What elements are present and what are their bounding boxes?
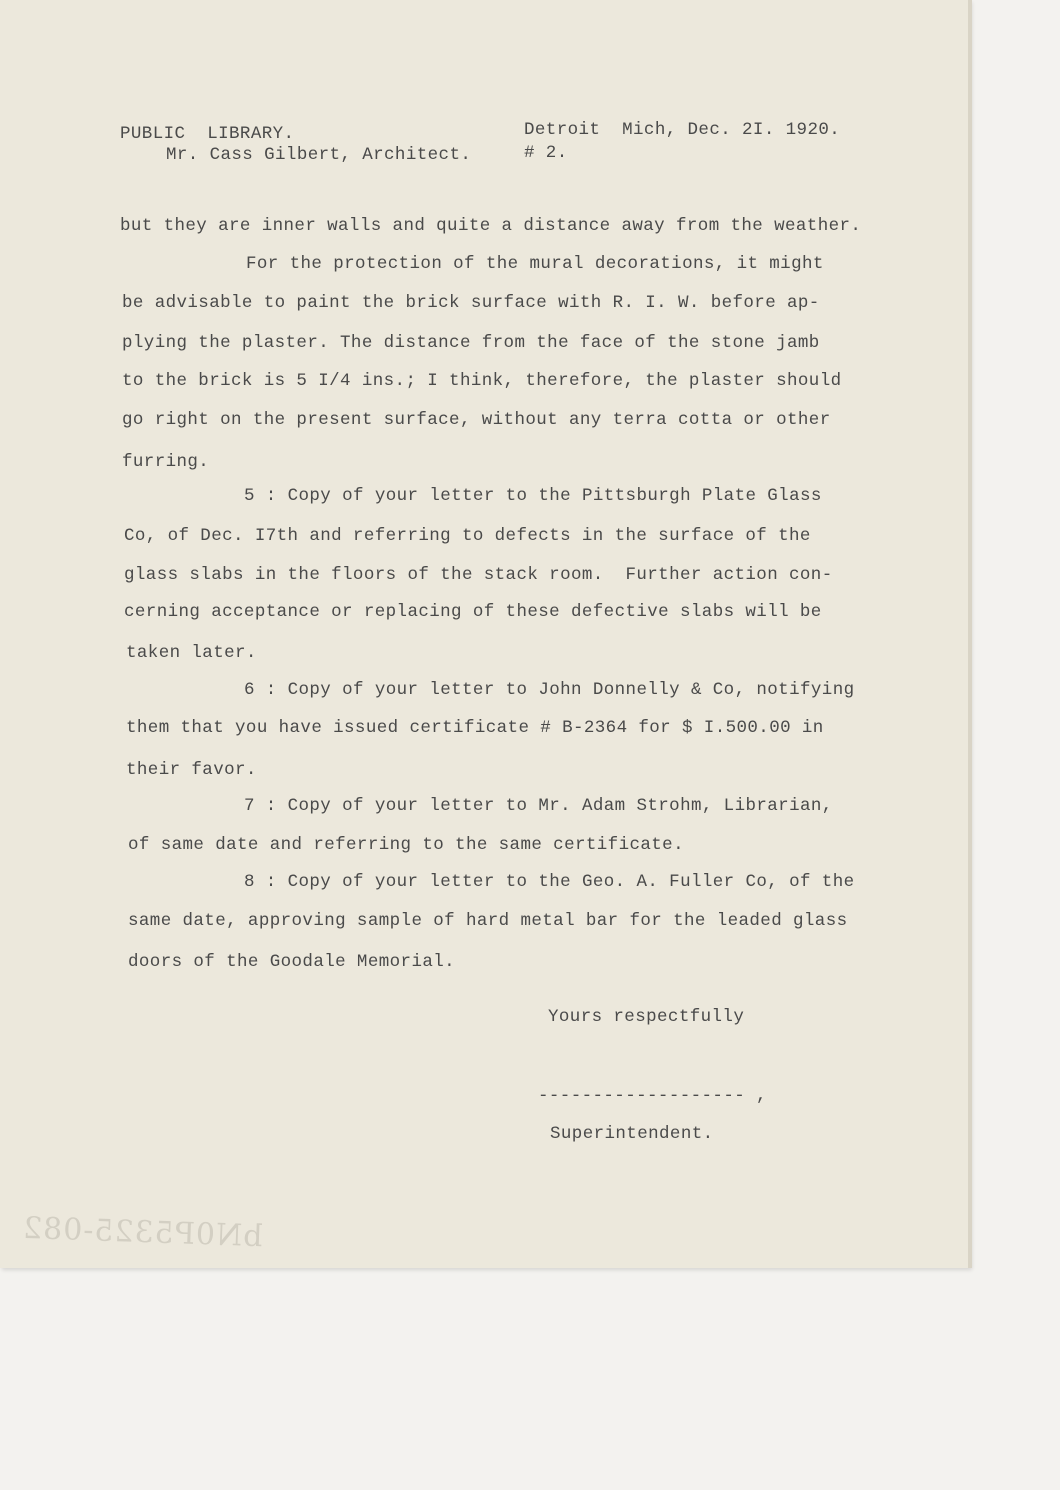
archive-stamp: bN0P5325-082 <box>21 1210 264 1255</box>
signature-line: ------------------- , <box>538 1086 767 1106</box>
body-line: plying the plaster. The distance from the face of the stone jamb <box>122 333 820 353</box>
body-line: doors of the Goodale Memorial. <box>128 952 456 972</box>
body-line: their favor. <box>126 760 257 780</box>
body-line: to the brick is 5 I/4 ins.; I think, therefore, the plaster should <box>122 371 842 391</box>
body-line: same date, approving sample of hard metal bar for the leaded glass <box>128 911 848 931</box>
closing-salutation: Yours respectfully <box>548 1007 745 1027</box>
body-line: of same date and referring to the same certificate. <box>128 835 684 855</box>
body-line: be advisable to paint the brick surface with R. I. W. before ap- <box>122 293 820 313</box>
page-edge <box>968 0 972 1268</box>
body-line: Co, of Dec. I7th and referring to defects in the surface of the <box>124 526 811 546</box>
body-line: 5 : Copy of your letter to the Pittsburgh Plate Glass <box>244 486 822 506</box>
body-line: but they are inner walls and quite a distance away from the weather. <box>120 216 862 236</box>
signatory-title: Superintendent. <box>550 1124 714 1144</box>
body-line: furring. <box>122 452 210 472</box>
body-line: them that you have issued certificate # B-2364 for $ I.500.00 in <box>126 718 824 738</box>
header-place-date: Detroit Mich, Dec. 2I. 1920. <box>524 120 841 140</box>
body-line: taken later. <box>126 643 257 663</box>
body-line: 8 : Copy of your letter to the Geo. A. Fuller Co, of the <box>244 872 855 892</box>
body-line: 7 : Copy of your letter to Mr. Adam Strohm, Librarian, <box>244 796 833 816</box>
body-line: cerning acceptance or replacing of these defective slabs will be <box>124 602 822 622</box>
body-line: go right on the present surface, without any terra cotta or other <box>122 410 831 430</box>
header-org: PUBLIC LIBRARY. <box>120 124 295 144</box>
header-page-number: # 2. <box>524 143 568 163</box>
body-line: glass slabs in the floors of the stack room. Further action con- <box>124 565 833 585</box>
header-addressee: Mr. Cass Gilbert, Architect. <box>166 145 472 165</box>
body-line: For the protection of the mural decorations, it might <box>246 254 824 274</box>
body-line: 6 : Copy of your letter to John Donnelly & Co, notifying <box>244 680 855 700</box>
